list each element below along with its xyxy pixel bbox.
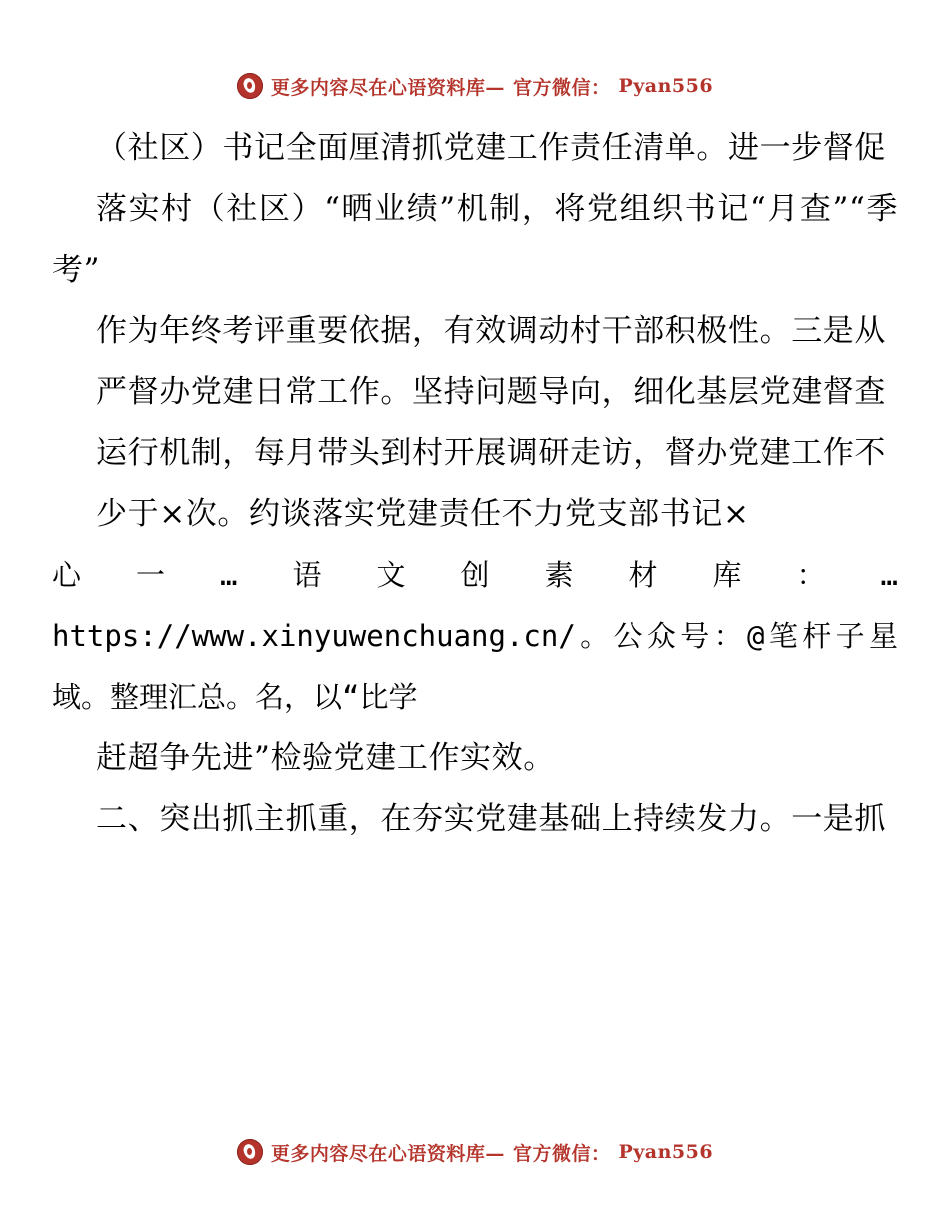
paragraph: （社区）书记全面厘清抓党建工作责任清单。进一步督促 (96, 130, 886, 166)
seal-logo-icon (237, 1139, 263, 1165)
watermark-account-value: Pyan556 (618, 1141, 714, 1163)
watermark-banner-top (0, 66, 950, 106)
paragraph: 二、突出抓主抓重，在夯实党建基础上持续发力。一是抓 (96, 801, 886, 837)
watermark-account-label: 官方微信： (512, 76, 611, 99)
paragraph: 运行机制，每月带头到村开展调研走访，督办党建工作不 (96, 435, 886, 471)
watermark-account-value: Pyan556 (618, 75, 714, 97)
seal-logo-icon (237, 73, 263, 99)
paragraph: 作为年终考评重要依据，有效调动村干部积极性。三是从 (96, 313, 886, 349)
watermark-account-label: 官方微信： (512, 1142, 611, 1165)
watermark-main-text: 更多内容尽在心语资料库— (270, 76, 505, 99)
paragraph-watermark-inline: 心一…语文创素材库：…https://www.xinyuwenchuang.cn/。公众号：@笔杆子星域。整理汇总。名，以“比学 (52, 558, 898, 714)
paragraph: 落实村（社区）“晒业绩”机制，将党组织书记“月查”“季考” (52, 191, 898, 288)
paragraph: 赶超争先进”检验党建工作实效。 (96, 740, 555, 776)
watermark-banner-bottom (0, 1132, 950, 1172)
paragraph: 严督办党建日常工作。坚持问题导向，细化基层党建督查 (96, 374, 886, 410)
watermark-main-text: 更多内容尽在心语资料库— (270, 1142, 505, 1165)
paragraph: 少于×次。约谈落实党建责任不力党支部书记× (96, 496, 750, 532)
document-text-body (52, 118, 898, 850)
